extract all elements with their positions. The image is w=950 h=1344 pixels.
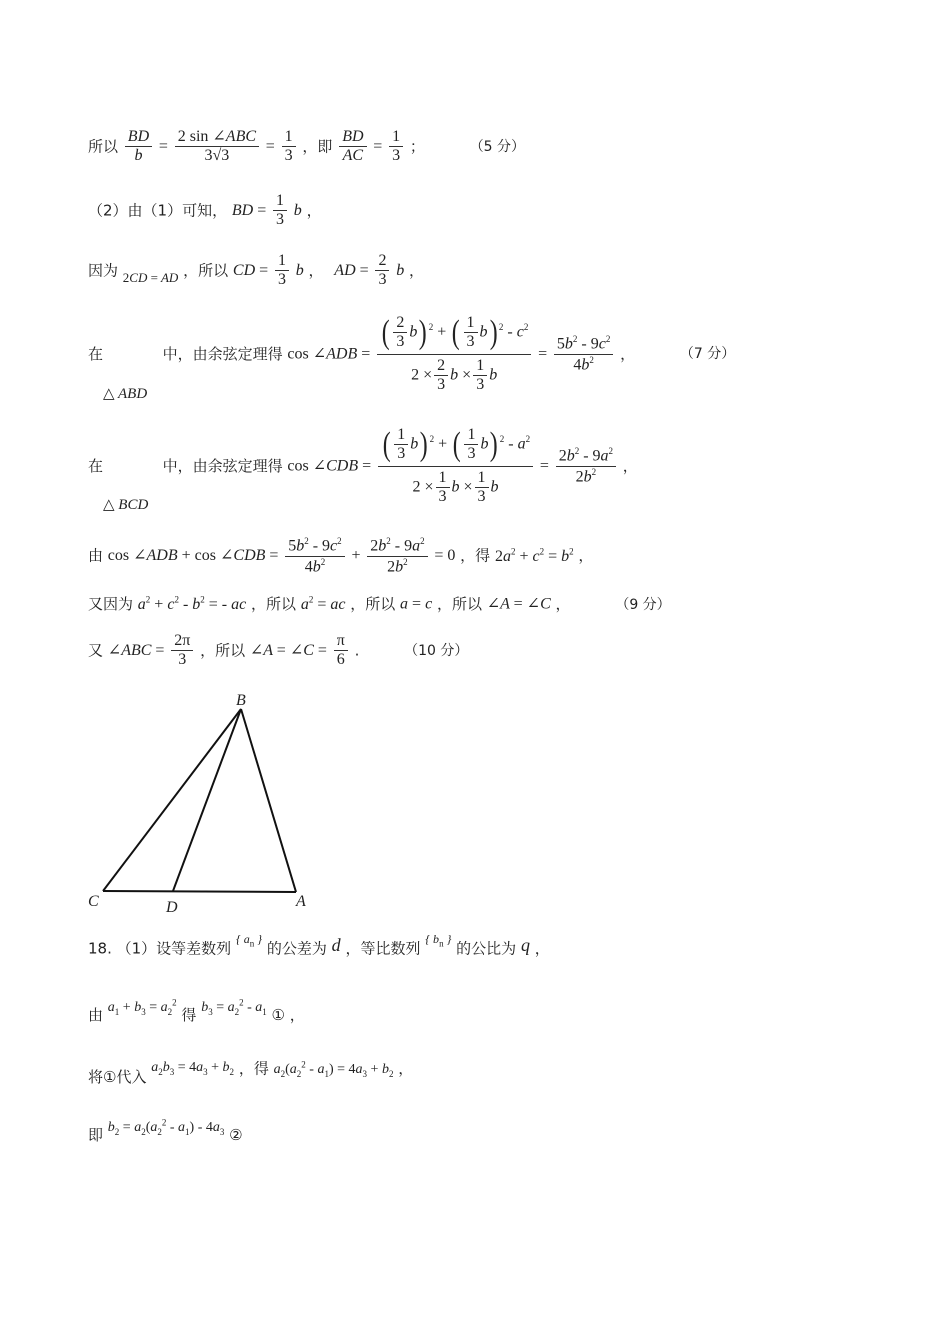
- line-1: 所以 $\frac{BD}{b}$ = $\frac{\text{2 sin ∠ABC}}{3√3}$ = $\frac{1}{3}$ ，即 $\frac{BD}{AC}$ = $\frac{1}{3}$ ； （5 分）: [88, 128, 526, 165]
- circled-one: ①: [271, 1005, 285, 1024]
- text: （2）由（1）可知，: [88, 201, 228, 220]
- problem-18-line-1: 18. （1）设等差数列 $^{\{ a_n \}}$ 的公差为 d ，等比数列 $^{\{ b_n \}}$ 的公比为 q ，: [88, 932, 550, 958]
- text: ；: [409, 137, 425, 156]
- text: ，: [555, 595, 571, 614]
- text: ，: [409, 261, 425, 280]
- triangle-bcd-label: △ BCD: [103, 497, 149, 513]
- problem-18-line-3: 将①代入 $a_2b_3 = 4a_3 + b_2$ ，得 $a_2(a_2^2 - a_1) = 4a_3 + b_2$ ，: [88, 1059, 414, 1086]
- problem-18-line-4: 即 $b_2 = a_2(a_2^2 - a_1) - 4a_3$ ②: [88, 1117, 243, 1144]
- cosine-fraction-cdb: ( $\frac{1}{3}$ b) $^2$ + ( $\frac{1}{3}$ b) $^2 - a^2$ 2 × $\frac{1}{3}$ b × $\frac{1}{3}$ b: [378, 426, 533, 507]
- text: 中，由余弦定理得: [162, 456, 283, 475]
- frac-one-third: $\frac{1}{3}$: [273, 192, 287, 230]
- problem-number: 18.: [88, 939, 112, 958]
- text: 由: [88, 1005, 104, 1024]
- points-label: （9 分）: [615, 596, 671, 613]
- text: 由: [88, 546, 104, 565]
- frac-sin: $\frac{\text{2 sin ∠ABC}}{3√3}$: [175, 128, 259, 166]
- text: ，: [308, 261, 324, 280]
- text: ，: [620, 344, 636, 363]
- line-3: 因为 2CD = AD ，所以 CD = $\frac{1}{3}$ b ， AD = $\frac{2}{3}$ b ，: [88, 252, 425, 289]
- text: ，: [398, 1059, 414, 1078]
- text: 在: [88, 344, 104, 363]
- line-7: 又因为 $a^2 + c^2 - b^2$ = - ac ，所以 $a^2$ = ac ，所以 a = c ，所以 ∠A = ∠C ， （9 分）: [88, 595, 671, 614]
- frac-bd-b: $\frac{BD}{b}$: [125, 128, 152, 166]
- frac-bd-ac: $\frac{BD}{AC}$: [339, 128, 366, 166]
- frac-one-third: $\frac{1}{3}$: [389, 128, 403, 166]
- text: 将①代入: [88, 1067, 147, 1086]
- text: 在: [88, 456, 104, 475]
- points-label: （10 分）: [404, 642, 469, 659]
- triangle-abd-label: △ ABD: [103, 386, 148, 402]
- result-fraction-adb: $\frac{5b^2 - 9c^2}{4b^2}$: [554, 334, 613, 374]
- frac: $\frac{5b^2 - 9c^2}{4b^2}$: [285, 536, 344, 576]
- text: 的公比为: [456, 939, 517, 958]
- text: 中，由余弦定理得: [162, 344, 283, 363]
- line-4: 在 中，由余弦定理得 cos ∠ADB = ( $\frac{2}{3}$ b) $^2$ + ( $\frac{1}{3}$ b) $^2 - c^2$ 2 × $\frac{2}{3}$ b × $\frac{1}{3}$ b = $\frac{5b^2 - 9c^2}{4b^2}$ ， （7 分）: [88, 313, 736, 394]
- side-ca: [103, 891, 296, 892]
- points-label: （7 分）: [679, 346, 736, 363]
- line-6: 由 cos ∠ADB + cos ∠CDB = $\frac{5b^2 - 9c^2}{4b^2}$ + $\frac{2b^2 - 9a^2}{2b^2}$ = 0 ，得 $2a^2 + c^2 = b^2$ ，: [88, 536, 594, 576]
- text: ，: [534, 939, 550, 958]
- frac-one-third: $\frac{1}{3}$: [275, 252, 289, 290]
- frac-two-thirds: $\frac{2}{3}$: [375, 252, 389, 290]
- frac-two-pi-thirds: $\frac{2\pi}{3}$: [171, 632, 193, 670]
- text: ，: [578, 546, 594, 565]
- text: 的公差为: [266, 939, 327, 958]
- text: 即: [88, 1125, 104, 1144]
- frac-pi-sixth: $\frac{\pi}{6}$: [334, 632, 348, 670]
- text: 因为: [88, 261, 119, 280]
- line-8: 又 ∠ABC = $\frac{2\pi}{3}$ ，所以 ∠A = ∠C = $\frac{\pi}{6}$ . （10 分）: [88, 632, 469, 669]
- text: ，所以: [200, 641, 246, 660]
- side-ba: [241, 709, 296, 892]
- text: ，: [622, 456, 638, 475]
- segment-bd: [173, 709, 241, 891]
- points-label: （5 分）: [469, 138, 526, 155]
- frac-one-third: $\frac{1}{3}$: [282, 128, 296, 166]
- side-bc: [103, 709, 241, 891]
- text: 又: [88, 641, 104, 660]
- cosine-fraction-adb: ( $\frac{2}{3}$ b) $^2$ + ( $\frac{1}{3}$ b) $^2 - c^2$ 2 × $\frac{2}{3}$ b × $\frac{1}{3}$ b: [377, 314, 531, 395]
- result-fraction-cdb: $\frac{2b^2 - 9a^2}{2b^2}$: [556, 446, 616, 486]
- vertex-label-a: A: [296, 893, 306, 910]
- text: 又因为: [88, 595, 134, 614]
- text: 得: [181, 1005, 197, 1024]
- text: ，所以: [350, 595, 396, 614]
- vertex-label-b: B: [236, 692, 246, 709]
- text: （1）设等差数列: [116, 939, 232, 958]
- frac: $\frac{2b^2 - 9a^2}{2b^2}$: [367, 536, 427, 576]
- line-2: （2）由（1）可知， BD = $\frac{1}{3}$ b ，: [88, 192, 322, 229]
- text: ，所以: [251, 595, 297, 614]
- vertex-label-d: D: [166, 899, 178, 916]
- text: ，所以: [436, 595, 482, 614]
- text: 所以: [88, 137, 119, 156]
- line-5: 在 中，由余弦定理得 cos ∠CDB = ( $\frac{1}{3}$ b) $^2$ + ( $\frac{1}{3}$ b) $^2 - a^2$ 2 × $\frac{1}{3}$ b × $\frac{1}{3}$ b = $\frac{2b^2 - 9a^2}{2b^2}$ ，: [88, 425, 638, 506]
- text: ，: [289, 1005, 305, 1024]
- circled-two: ②: [229, 1125, 243, 1144]
- vertex-label-c: C: [88, 893, 99, 910]
- text: ，得: [238, 1059, 269, 1078]
- text: ，得: [460, 546, 491, 565]
- problem-18-line-2: 由 $a_1 + b_3 = a_2^2$ 得 $b_3 = a_2^2 - a_1$ ① ，: [88, 997, 305, 1024]
- text: .: [354, 641, 360, 660]
- text: ，等比数列: [345, 939, 421, 958]
- text: ，所以: [183, 261, 229, 280]
- text: ，: [306, 201, 322, 220]
- text: ，即: [302, 137, 333, 156]
